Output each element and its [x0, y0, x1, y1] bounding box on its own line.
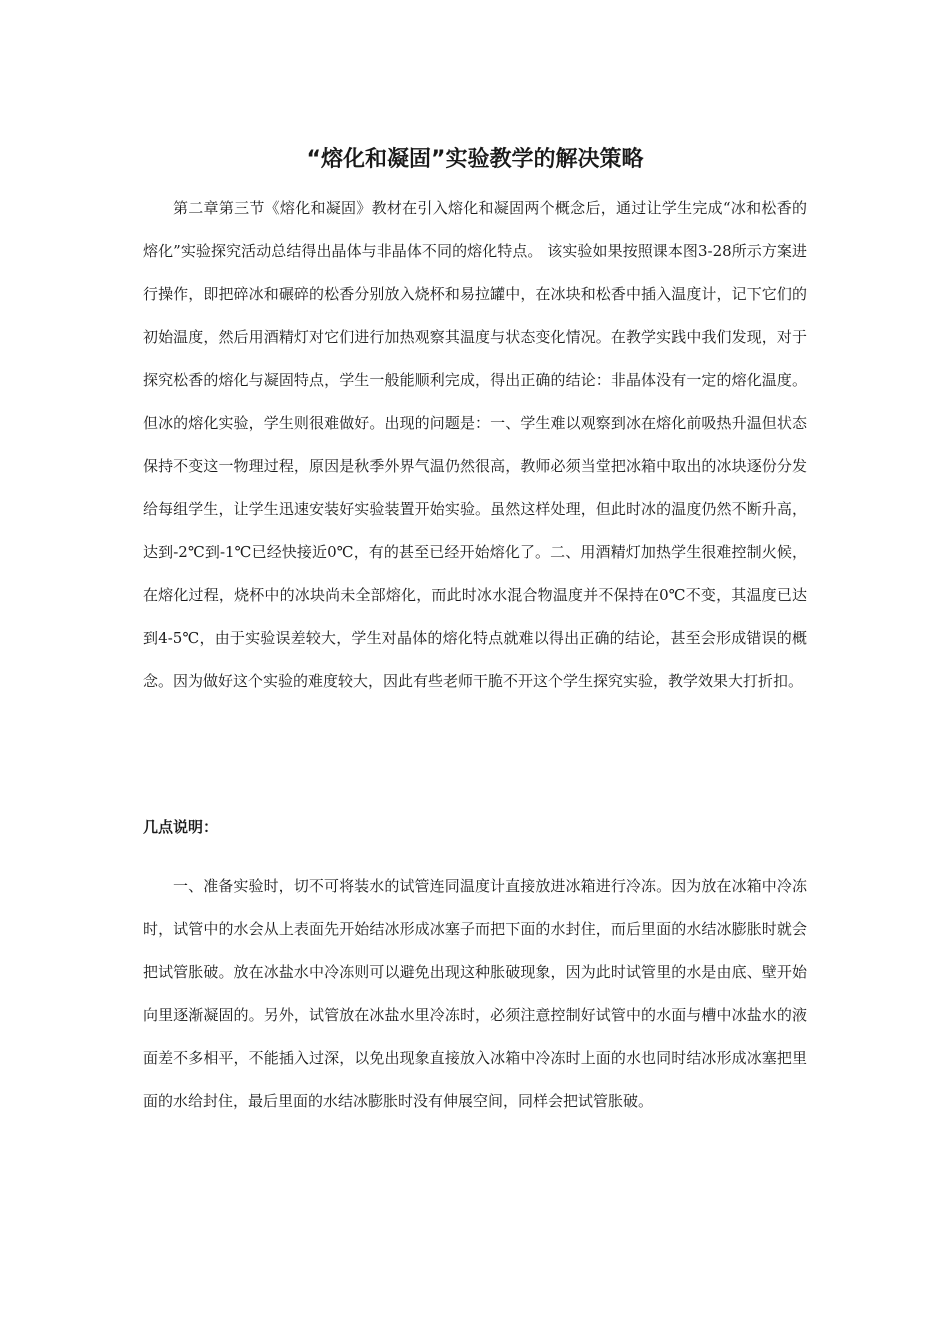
explanation-paragraph: 一、准备实验时，切不可将装水的试管连同温度计直接放进冰箱进行冷冻。因为放在冰箱中冷冻时，试管中的水会从上表面先开始结冰形成冰塞子而把下面的水封住，而后里面的水结冰膨胀时就会把试管胀破。放在冰盐水中冷冻则可以避免出现这种胀破现象，因为此时试管里的水是由底、壁开始向里逐渐凝固的。另外，试管放在冰盐水里冷冻时，必须注意控制好试管中的水面与槽中冰盐水的液面差不多相平，不能插入过深，以免出现象直接放入冰箱中冷冻时上面的水也同时结冰形成冰塞把里面的水给封住，最后里面的水结冰膨胀时没有伸展空间，同样会把试管胀破。: [143, 877, 807, 1110]
intro-paragraph: 第二章第三节《熔化和凝固》教材在引入熔化和凝固两个概念后，通过让学生完成“冰和松香的熔化”实验探究活动总结得出晶体与非晶体不同的熔化特点。 该实验如果按照课本图3-28所示方案进行操作，即把碎冰和碾碎的松香分别放入烧杯和易拉罐中，在冰块和松香中插入温度计，记下它们的初始温度，然后用酒精灯对它们进行加热观察其温度与状态变化情况。在教学实践中我们发现，对于探究松香的熔化与凝固特点，学生一般能顺利完成，得出正确的结论：非晶体没有一定的熔化温度。但冰的熔化实验，学生则很难做好。出现的问题是：一、学生难以观察到冰在熔化前吸热升温但状态保持不变这一物理过程，原因是秋季外界气温仍然很高，教师必须当堂把冰箱中取出的冰块逐份分发给每组学生，让学生迅速安装好实验装置开始实验。虽然这样处理，但此时冰的温度仍然不断升高，达到-2℃到-1℃已经快接近0℃，有的甚至已经开始熔化了。二、用酒精灯加热学生很难控制火候，在熔化过程，烧杯中的冰块尚未全部熔化，而此时冰水混合物温度并不保持在0℃不变，其温度已达到4-5℃，由于实验误差较大，学生对晶体的熔化特点就难以得出正确的结论，甚至会形成错误的概念。因为做好这个实验的难度较大，因此有些老师干脆不开这个学生探究实验，教学效果大打折扣。: [143, 199, 807, 690]
section-heading: 几点说明：: [143, 818, 219, 836]
document-title: “熔化和凝固”实验教学的解决策略: [306, 147, 644, 172]
